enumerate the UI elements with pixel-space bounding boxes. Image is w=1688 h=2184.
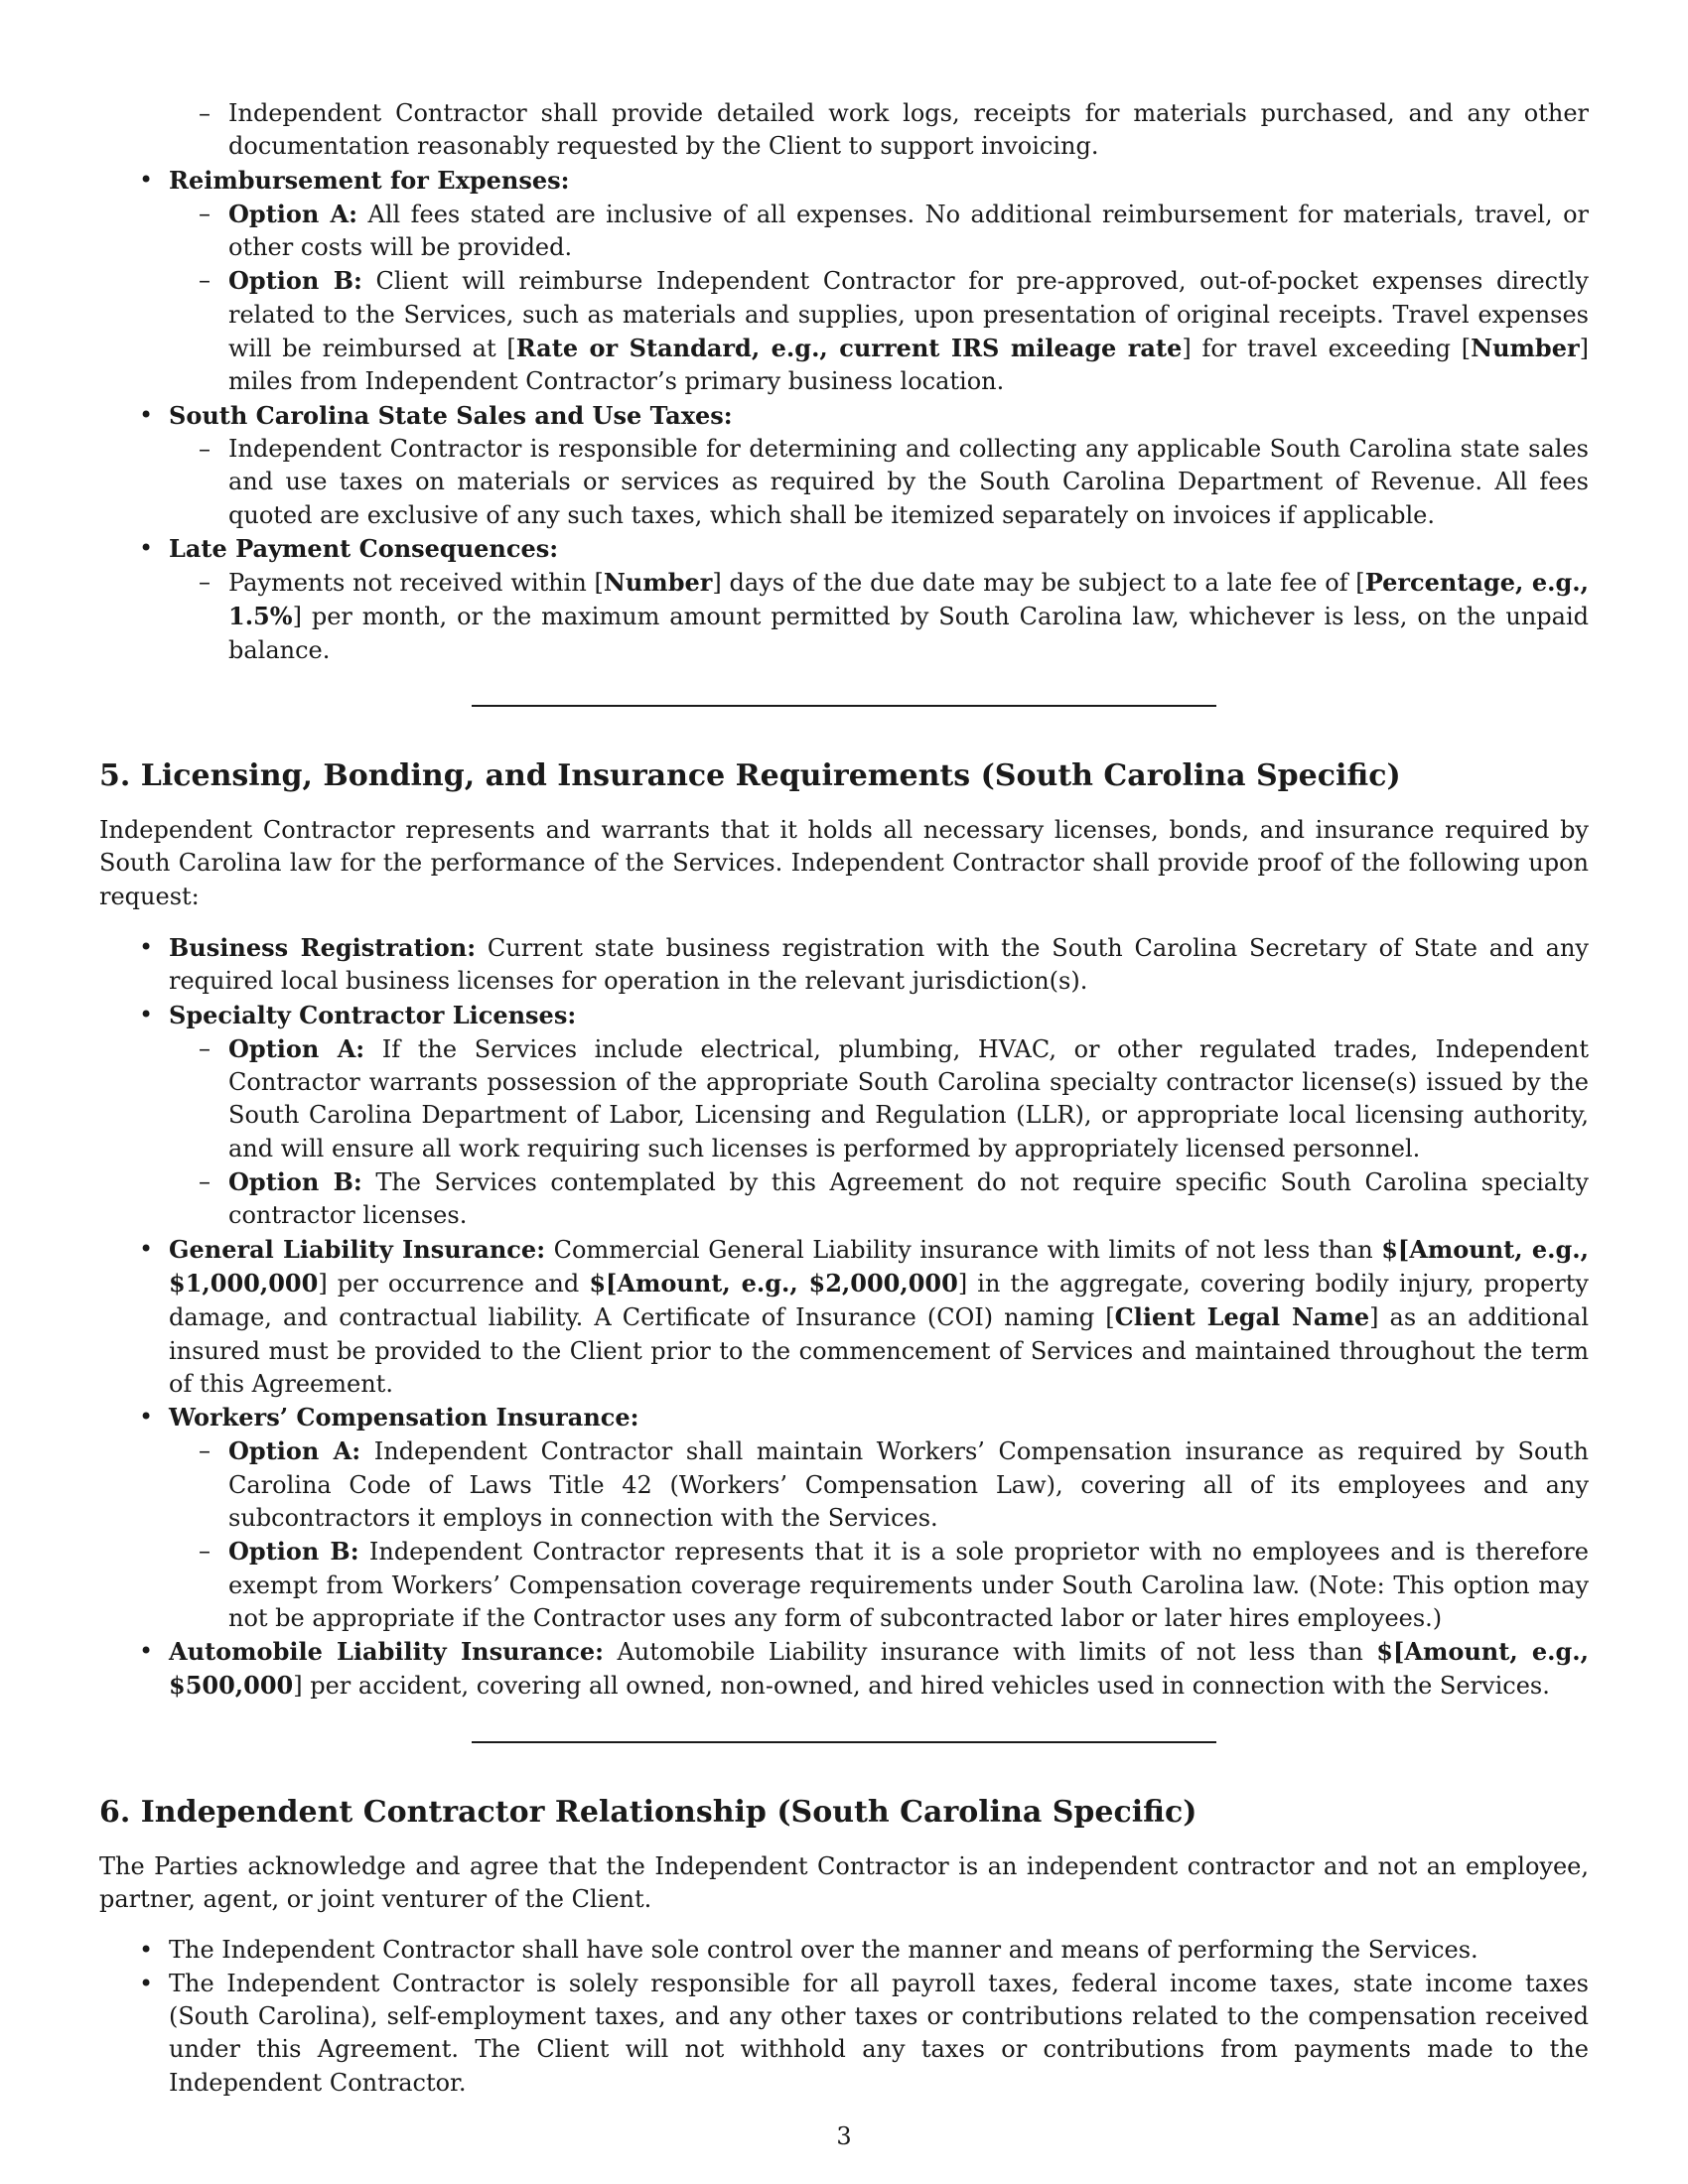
list-item-workers-comp <box>99 1401 1589 1434</box>
list-item: – Option A: All fees stated are inclusive of all expenses. No additional reimbursement for materials, travel, or other costs will be provided. <box>199 199 1589 262</box>
list-item-business-registration: • Business Registration: Current state business registration with the South Carolina Secretary of State and any required local business licenses for operation in the relevant jurisdiction(s). <box>139 932 1589 996</box>
placeholder-field: Number <box>1471 334 1580 363</box>
section-6-list <box>99 1934 1589 2099</box>
list-item-automobile-liability: • Automobile Liability Insurance: Automobile Liability insurance with limits of not less than $[Amount, e.g., $500,000] per accident, covering all owned, non-owned, and hired vehicles used in connection with the Services. <box>139 1637 1589 1701</box>
bullet-marker: • <box>139 932 154 961</box>
list-heading: South Carolina State Sales and Use Taxes: <box>169 400 733 430</box>
dash-marker: – <box>199 266 211 295</box>
document-page <box>99 97 1589 2100</box>
list-heading: Specialty Contractor Licenses: <box>169 1000 577 1029</box>
placeholder-field: Rate or Standard, e.g., current IRS mileage rate <box>515 334 1183 363</box>
bullet-marker: • <box>139 1234 154 1263</box>
section-5-list <box>99 931 1589 1704</box>
bullet-marker: • <box>139 1000 154 1028</box>
bullet-marker: • <box>139 1403 154 1432</box>
dash-marker: – <box>199 568 211 597</box>
section-6-title: 6. Independent Contractor Relationship (South Carolina Specific) <box>99 1794 1197 1830</box>
bullet-marker: • <box>139 1637 154 1666</box>
list-item: – Option B: The Services contemplated by this Agreement do not require specific South Carolina specialty contractor licenses. <box>199 1167 1589 1230</box>
payment-terms-list <box>99 164 1589 667</box>
dash-marker: – <box>199 1537 211 1566</box>
list-heading: Workers’ Compensation Insurance: <box>169 1403 639 1433</box>
list-item: – Independent Contractor shall provide detailed work logs, receipts for materials purchased, and any other documentation reasonably requested by the Client to support invoicing. <box>199 99 1589 161</box>
bullet-marker: • <box>139 1969 154 1997</box>
section-divider <box>472 1741 1216 1743</box>
list-item-general-liability: • General Liability Insurance: Commercial General Liability insurance with limits of not less than $[Amount, e.g., $1,000,000] per occurrence and $[Amount, e.g., $2,000,000] in the aggregate, covering bodily injury, property damage, and contractual liability. A Certificate of Insurance (COI) naming [Client Legal Name] as an additional insured must be provided to the Client prior to the commencement of Services and maintained throughout the term of this Agreement. <box>139 1234 1589 1398</box>
placeholder-field: Client Legal Name <box>1114 1302 1370 1332</box>
list-heading: Late Payment Consequences: <box>169 533 559 563</box>
placeholder-field: Percentage, e.g., 1.5% <box>228 568 1590 631</box>
list-item-late-payment <box>99 532 1589 566</box>
list-item: – Option B: Independent Contractor represents that it is a sole proprietor with no employees and is therefore exempt from Workers’ Compensation coverage requirements under South Carolina law. (Note: This option may not be appropriate if the Contractor uses any form of subcontracted labor or later hires employees.) <box>199 1537 1589 1632</box>
dash-marker: – <box>199 99 211 127</box>
list-item-sales-tax <box>99 399 1589 433</box>
list-item: – Option B: Client will reimburse Independent Contractor for pre-approved, out-of-pocket expenses directly related to the Services, such as materials and supplies, upon presentation of original receipts. Travel expenses will be reimbursed at [Rate or Standard, e.g., current IRS mileage rate] for travel exceeding [Number] miles from Independent Contractor’s primary business location. <box>199 266 1589 396</box>
list-item: – Option A: Independent Contractor shall maintain Workers’ Compensation insurance as required by South Carolina Code of Laws Title 42 (Workers’ Compensation Law), covering all of its employees and any subcontractors it employs in connection with the Services. <box>199 1436 1589 1532</box>
dash-marker: – <box>199 199 211 227</box>
bullet-marker: • <box>139 533 154 562</box>
list-item: – Payments not received within [Number] days of the due date may be subject to a late fee of [Percentage, e.g., 1.5%] per month, or the maximum amount permitted by South Carolina law, whichever is less, on the unpaid balance. <box>199 568 1590 664</box>
list-item: – Option A: If the Services include electrical, plumbing, HVAC, or other regulated trades, Independent Contractor warrants possession of the appropriate South Carolina specialty contractor license(s) issued by the South Carolina Department of Labor, Licensing and Regulation (LLR), or appropriate local licensing authority, and will ensure all work requiring such licenses is performed by appropriately licensed personnel. <box>199 1033 1589 1162</box>
list-item: • The Independent Contractor shall have sole control over the manner and means of performing the Services. <box>99 1934 1589 1967</box>
list-item-specialty-licenses <box>99 999 1589 1032</box>
bullet-marker: • <box>139 400 154 429</box>
placeholder-field: $[Amount, e.g., $1,000,000 <box>169 1234 1589 1297</box>
dash-marker: – <box>199 434 211 463</box>
bullet-marker: • <box>139 1936 154 1965</box>
dash-marker: – <box>199 1167 211 1196</box>
list-item-reimbursement <box>99 164 1589 198</box>
placeholder-field: Number <box>603 568 713 598</box>
placeholder-field: $[Amount, e.g., $500,000 <box>169 1637 1589 1701</box>
list-item: • The Independent Contractor is solely responsible for all payroll taxes, federal income taxes, state income taxes (South Carolina), self-employment taxes, and any other taxes or contributions related to the compensation received under this Agreement. The Client will not withhold any taxes or contributions from payments made to the Independent Contractor. <box>139 1969 1589 2097</box>
page-number: 3 <box>836 2122 852 2150</box>
dash-marker: – <box>199 1033 211 1062</box>
list-item: – Independent Contractor is responsible for determining and collecting any applicable South Carolina state sales and use taxes on materials or services as required by the South Carolina Department of Revenue. All fees quoted are exclusive of any such taxes, which shall be itemized separately on invoices if applicable. <box>199 434 1589 529</box>
bullet-marker: • <box>139 165 154 194</box>
section-6-intro: The Parties acknowledge and agree that the Independent Contractor is an independent contractor and not an employee, partner, agent, or joint venturer of the Client. <box>99 1851 1589 1914</box>
carryover-list <box>99 97 1589 164</box>
section-divider <box>472 705 1216 707</box>
placeholder-field: $[Amount, e.g., $2,000,000 <box>589 1268 958 1297</box>
list-heading: Reimbursement for Expenses: <box>169 165 570 195</box>
section-5-intro: Independent Contractor represents and warrants that it holds all necessary licenses, bonds, and insurance required by South Carolina law for the performance of the Services. Independent Contractor shall provide proof of the following upon request: <box>99 816 1589 910</box>
section-5-title: 5. Licensing, Bonding, and Insurance Requirements (South Carolina Specific) <box>99 758 1401 794</box>
dash-marker: – <box>199 1436 211 1465</box>
